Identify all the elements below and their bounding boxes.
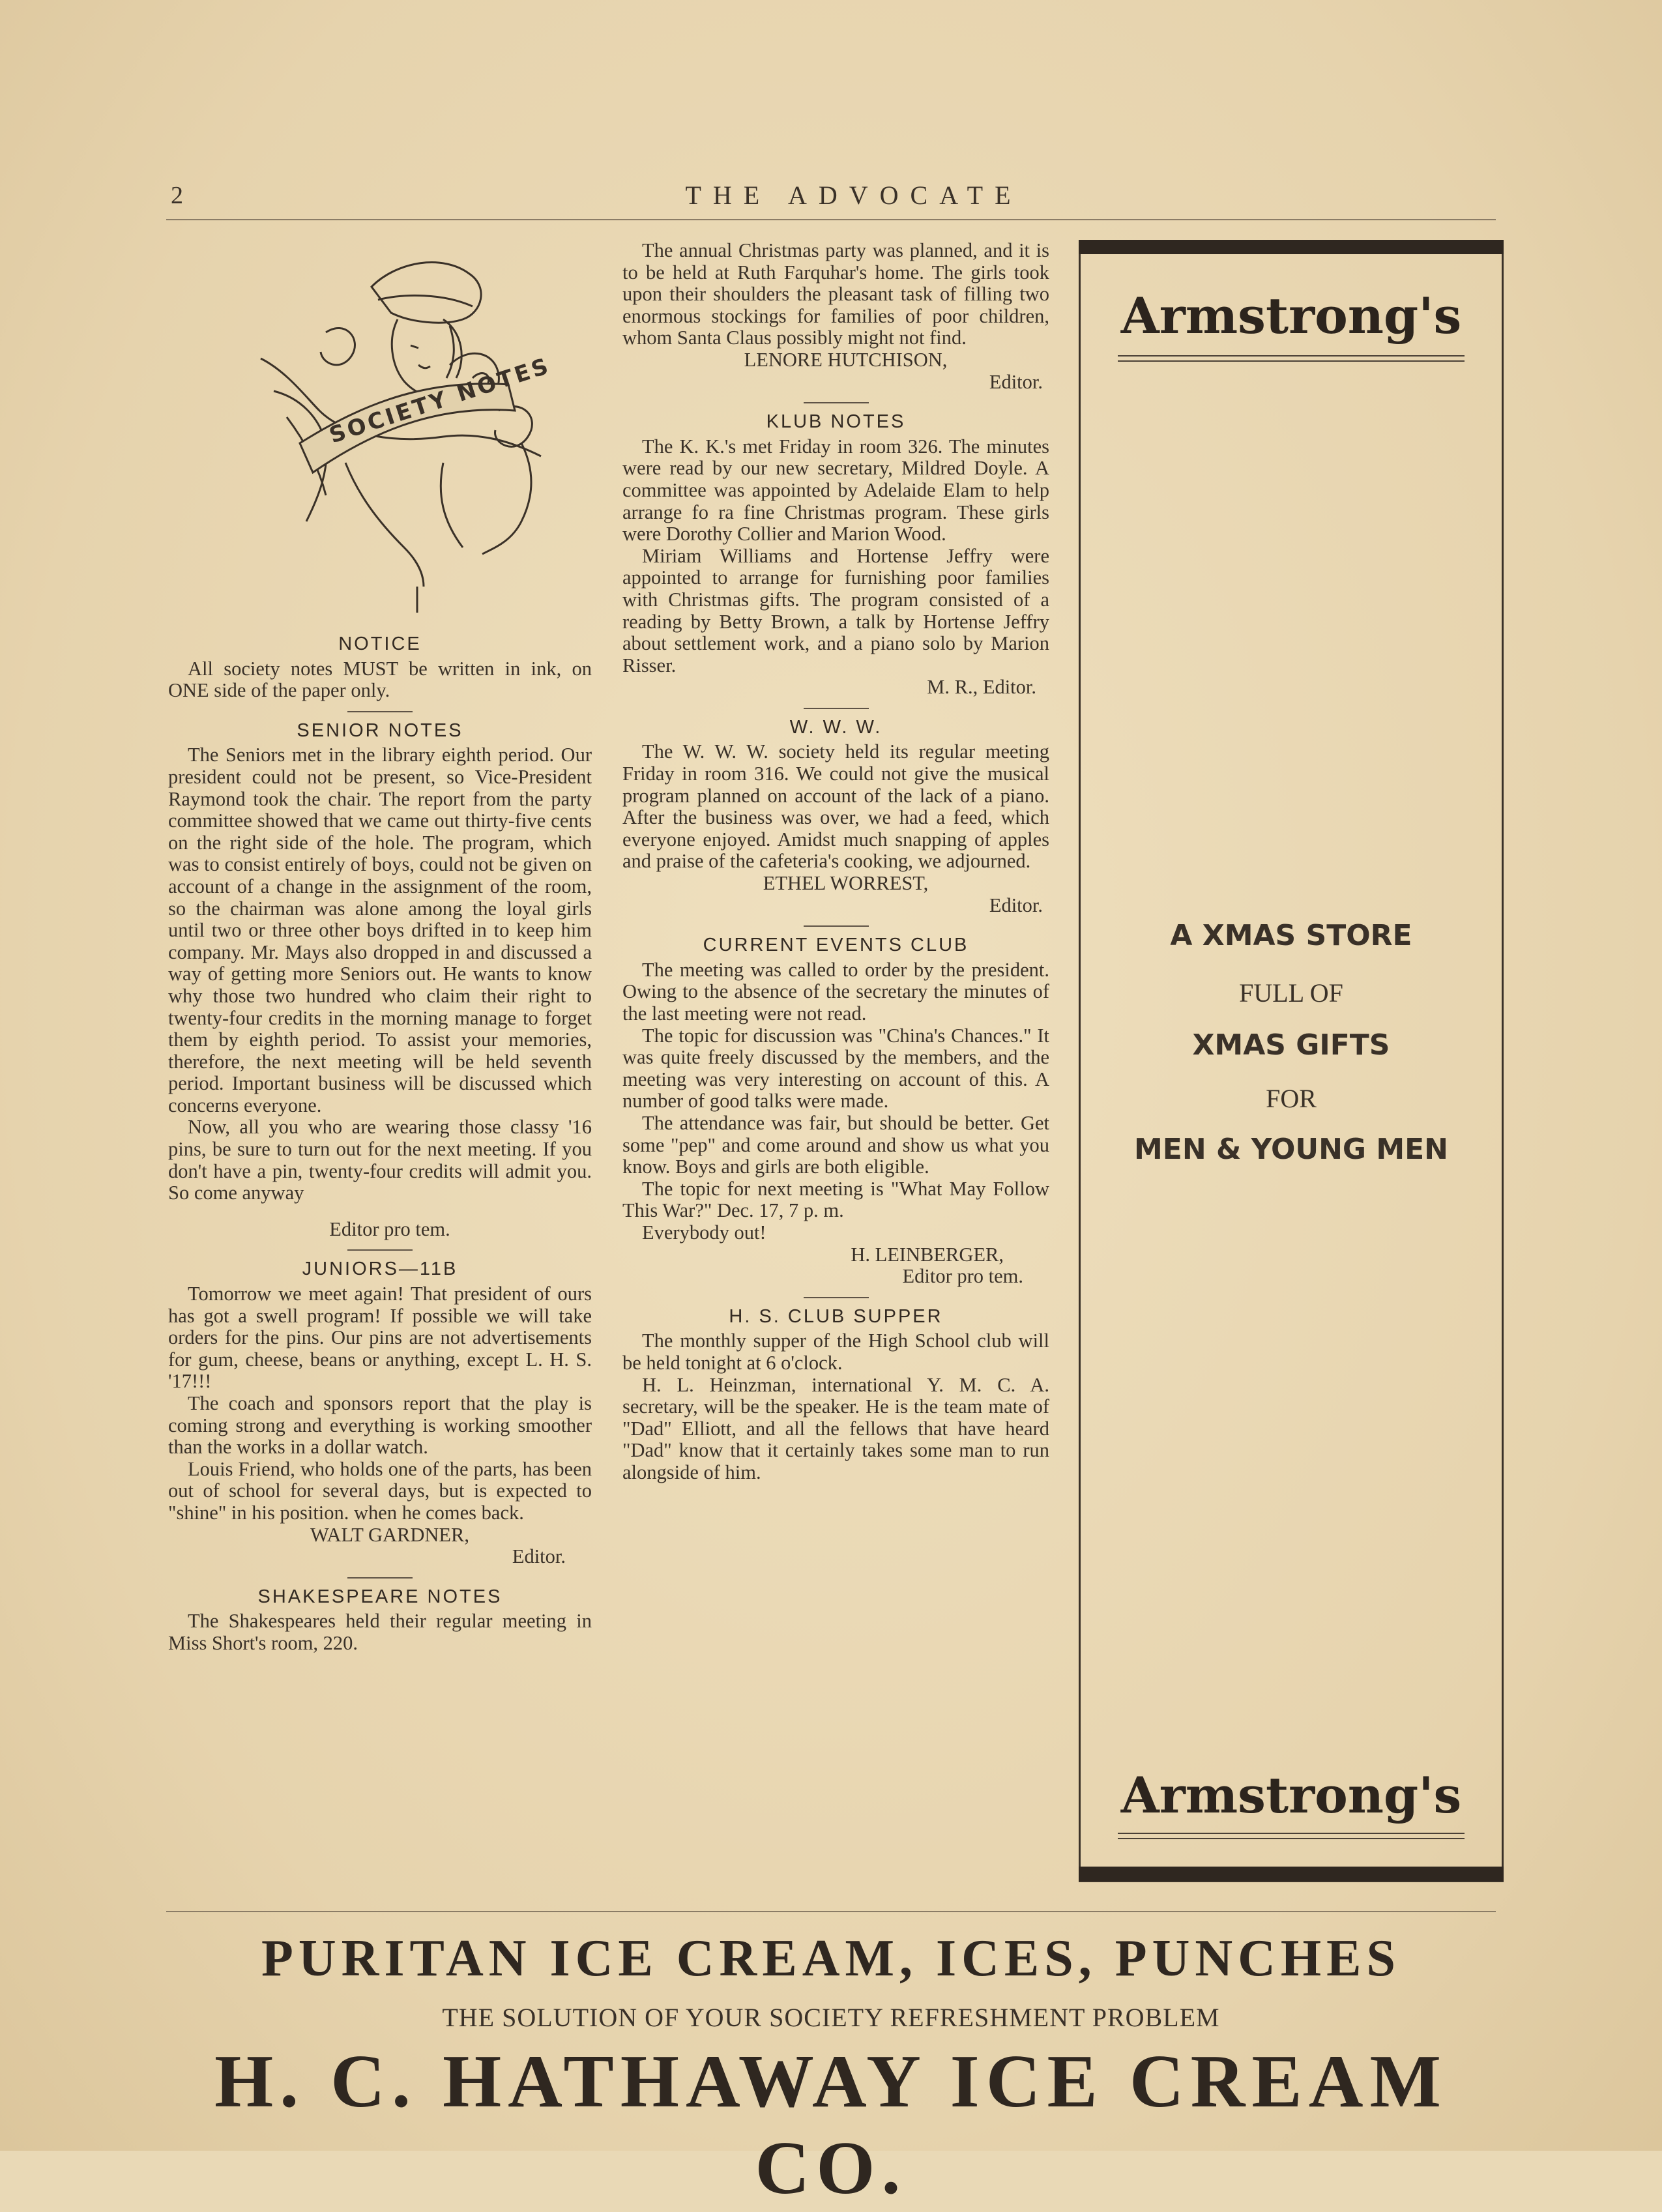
header-rule bbox=[166, 219, 1496, 220]
society-notes-banner: SOCIETY NOTES bbox=[326, 353, 554, 449]
ad-rule bbox=[1118, 1833, 1465, 1834]
notice-heading: NOTICE bbox=[338, 633, 422, 654]
separator bbox=[804, 925, 869, 927]
separator bbox=[347, 1577, 413, 1579]
continued-signature-name: LENORE HUTCHISON, bbox=[744, 348, 948, 371]
ad-rule bbox=[1118, 1838, 1465, 1839]
senior-notes-heading: SENIOR NOTES bbox=[297, 720, 463, 741]
juniors-paragraph: Louis Friend, who holds one of the parts, has been out of school for several days, but is expected to "shine" in his position. when he comes back. bbox=[168, 1457, 592, 1524]
www-paragraph: The W. W. W. society held its regular meeting Friday in room 316. We could not give the musical program planned on account of the lack of a piano. After the business was over, we had a feed, which everyone enjoyed. Amidst much snapping of apples and praise of the cafeteria's cooking, we adjourned. bbox=[622, 740, 1049, 873]
klub-paragraph: Miriam Williams and Hortense Jeffry were appointed to arrange for furnishing poor families with Christmas gifts. The program consisted of a reading by Betty Brown, a talk by Hortense Jeffry about settlement work, and a piano solo by Marion Risser. bbox=[622, 544, 1049, 677]
middle-column bbox=[622, 240, 1049, 1483]
ad-line-full-of: FULL OF bbox=[1239, 978, 1343, 1008]
hathaway-company-name: H. C. HATHAWAY ICE CREAM CO. bbox=[214, 2040, 1448, 2210]
klub-notes-heading: KLUB NOTES bbox=[766, 411, 906, 433]
current-events-signature-name: H. LEINBERGER, bbox=[851, 1243, 1004, 1266]
separator bbox=[804, 708, 869, 709]
juniors-paragraph: Tomorrow we meet again! That president of ours has got a swell program! If possible we will take orders for the pins. Our pins are not advertisements for gum, cheese, beans or anything, except L. H. S. '17!!! bbox=[168, 1283, 592, 1393]
klub-paragraph: The K. K.'s met Friday in room 326. The minutes were read by our new secretary, Mildred Doyle. A committee was appointed by Adelaide Elam to help arrange fo ra fine Christmas program. These girls were Dorothy Collier and Marion Wood. bbox=[622, 435, 1049, 546]
juniors-heading: JUNIORS—11B bbox=[302, 1259, 458, 1280]
ad-line-xmas-store: A XMAS STORE bbox=[1170, 919, 1412, 952]
juniors-signature-title: Editor. bbox=[512, 1545, 566, 1568]
puritan-ad-headline: PURITAN ICE CREAM, ICES, PUNCHES bbox=[261, 1930, 1401, 1987]
ad-rule bbox=[1118, 355, 1465, 357]
armstrongs-brand-bottom: Armstrong's bbox=[1120, 1766, 1462, 1824]
ad-line-xmas-gifts: XMAS GIFTS bbox=[1192, 1028, 1390, 1062]
page-number: 2 bbox=[171, 182, 183, 209]
armstrongs-brand-top: Armstrong's bbox=[1120, 287, 1462, 345]
bottom-rule bbox=[166, 1911, 1496, 1912]
hs-club-supper-heading: H. S. CLUB SUPPER bbox=[729, 1305, 943, 1327]
juniors-paragraph: The coach and sponsors report that the play is coming strong and everything is working smoother than the works in a dollar watch. bbox=[168, 1392, 592, 1459]
www-signature-title: Editor. bbox=[989, 894, 1043, 916]
ad-rule bbox=[1118, 360, 1465, 362]
separator bbox=[347, 1249, 413, 1251]
www-heading: W. W. W. bbox=[789, 716, 882, 738]
current-events-paragraph: Everybody out! bbox=[642, 1221, 766, 1244]
separator bbox=[804, 402, 869, 403]
senior-paragraph: The Seniors met in the library eighth period. Our president could not be present, so Vice-President Raymond took the chair. The report from the party committee showed that we came out thirty-five cents on the right side of the hole. The program, which was to consist entirely of boys, could not be given on account of a change in the assignment of the room, so the chairman was alone among the loyal girls until two or three other boys drifted in to keep him company. Mr. Mays also dropped in and discussed a way of getting more Seniors out. He wants to know why those two hundred who claim their right to twenty-four credits in the morning manage to forget them by eighth period. To assist your memories, therefore, the next meeting will be held seventh period. Important business will be discussed which concerns everyone. bbox=[168, 744, 592, 1116]
separator bbox=[347, 711, 413, 712]
society-notes-drawing bbox=[248, 248, 587, 613]
left-column bbox=[168, 626, 592, 1655]
ad-line-men-young-men: MEN & YOUNG MEN bbox=[1133, 1133, 1449, 1166]
ad-bottom-bar bbox=[1079, 1867, 1504, 1881]
continued-signature-title: Editor. bbox=[989, 370, 1043, 393]
hs-club-paragraph: H. L. Heinzman, international Y. M. C. A. secretary, will be the speaker. He is the team mate of "Dad" Elliott, and all the fellows that have heard "Dad" know that it certainly takes some man to run alongside of him. bbox=[622, 1373, 1049, 1483]
current-events-signature-title: Editor pro tem. bbox=[902, 1265, 1023, 1288]
notice-text: All society notes MUST be written in ink, on ONE side of the paper only. bbox=[168, 657, 592, 702]
separator bbox=[804, 1297, 869, 1298]
puritan-ad-tagline: THE SOLUTION OF YOUR SOCIETY REFRESHMENT PROBLEM bbox=[442, 2003, 1220, 2032]
hs-club-paragraph: The monthly supper of the High School club will be held tonight at 6 o'clock. bbox=[622, 1330, 1049, 1374]
shakespeare-heading: SHAKESPEARE NOTES bbox=[257, 1586, 503, 1607]
current-events-heading: CURRENT EVENTS CLUB bbox=[703, 935, 969, 956]
ad-top-bar bbox=[1079, 240, 1504, 254]
current-events-paragraph: The attendance was fair, but should be better. Get some "pep" and come around and show us what you know. Boys and girls are both eligible. bbox=[622, 1111, 1049, 1178]
current-events-paragraph: The meeting was called to order by the president. Owing to the absence of the secretary the minutes of the last meeting were not read. bbox=[622, 958, 1049, 1025]
shakespeare-paragraph: The Shakespeares held their regular meeting in Miss Short's room, 220. bbox=[168, 1610, 592, 1654]
ad-line-for: FOR bbox=[1266, 1084, 1317, 1113]
running-title: THE ADVOCATE bbox=[685, 181, 1023, 210]
www-signature-name: ETHEL WORREST, bbox=[763, 872, 929, 895]
klub-signature: M. R., Editor. bbox=[927, 676, 1036, 699]
senior-paragraph: Now, all you who are wearing those classy '16 pins, be sure to turn out for the next meeting. If you don't have a pin, twenty-four credits will admit you. So come anyway bbox=[168, 1116, 592, 1204]
society-notes-illustration bbox=[248, 248, 587, 613]
juniors-signature-name: WALT GARDNER, bbox=[310, 1523, 469, 1546]
current-events-paragraph: The topic for next meeting is "What May Follow This War?" Dec. 17, 7 p. m. bbox=[622, 1177, 1049, 1222]
continued-paragraph: The annual Christmas party was planned, and it is to be held at Ruth Farquhar's home. The girls took upon their shoulders the pleasant task of filling two enormous stockings for families of poor children, whom Santa Claus possibly might not find. bbox=[622, 239, 1049, 349]
senior-signature: Editor pro tem. bbox=[329, 1217, 450, 1240]
current-events-paragraph: The topic for discussion was "China's Chances." It was quite freely discussed by the members, and the meeting was very interesting on account of this. A number of good talks were made. bbox=[622, 1024, 1049, 1113]
